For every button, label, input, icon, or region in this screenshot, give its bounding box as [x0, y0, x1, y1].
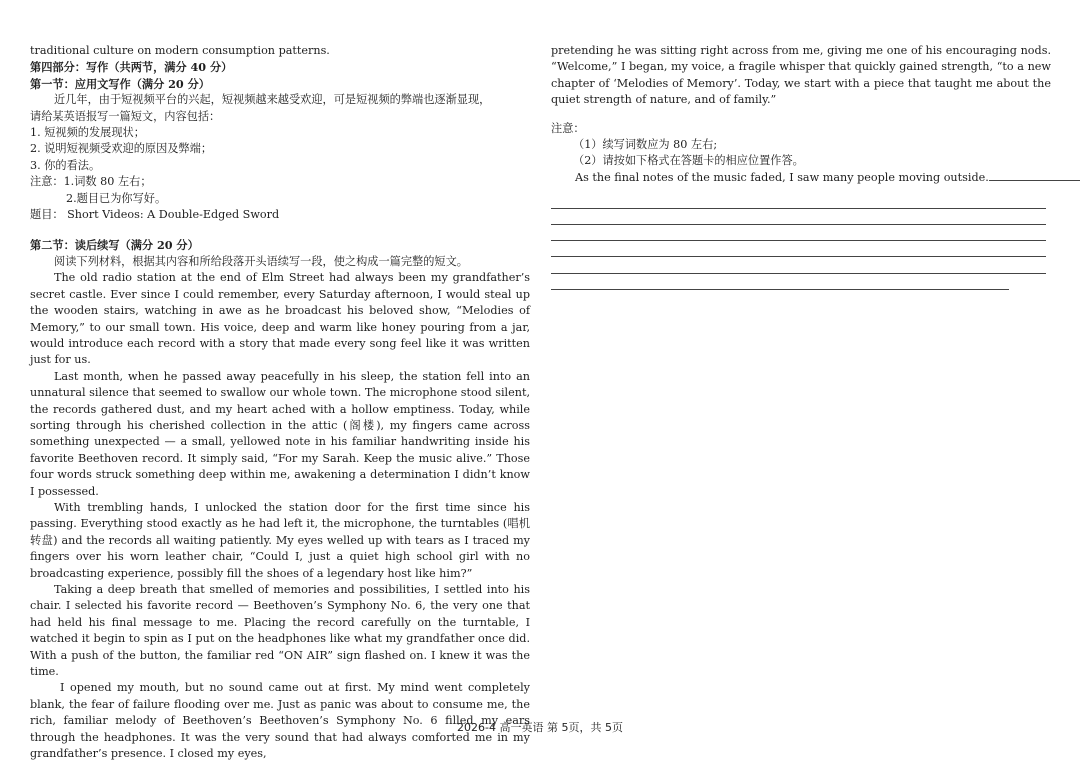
continuation-prompt: As the final notes of the music faded, I saw many people moving outside. — [551, 170, 1051, 186]
story-paragraph-1: The old radio station at the end of Elm Street had always been my grandfather’s secret castle. Ever since I could remember, every Saturday afternoon, I would steal up the wooden stairs, watching in awe as he broadcast his beloved show, “Melodies of Memory,” to our small town. His voice, deep and warm like honey pouring from a jar, would introduce each record with a story that made every song feel like it was written just for us. — [30, 271, 530, 367]
right-column — [551, 43, 1051, 186]
part4-heading: 第四部分：写作（共两节，满分 40 分） — [30, 60, 233, 75]
note-line-2: 2.题目已为你写好。 — [66, 191, 167, 205]
story-paragraph-4: Taking a deep breath that smelled of memories and possibilities, I settled into his chair. I selected his favorite record — Beethoven’s Symphony No. 6, the very one that had held his final message to me. Placing the record carefully on the turntable, I watched it begin to spin as I put on the headphones like what my grandfather once did. With a push of the button, the familiar red “ON AIR” sign flashed on. I knew it was the time. — [30, 583, 530, 679]
essay-title: 题目： Short Videos: A Double-Edged Sword — [30, 208, 280, 222]
answer-line[interactable] — [551, 224, 1046, 225]
story-paragraph-2: Last month, when he passed away peacefully in his sleep, the station fell into an unnatural silence that seemed to swallow our whole town. The microphone stood silent, the records gathered dust, and my heart ached with a hollow emptiness. Today, while sorting through his cherished collection in the attic (阁楼), my fingers came across something unexpected — a small, yellowed note in his familiar handwriting inside his favorite Beethoven record. It simply said, “For my Sarah. Keep the music alive.” Those four words struck something deep within me, awakening a determination I didn’t know I possessed. — [30, 369, 530, 498]
page-footer: 2026-4 高一英语 第 5页，共 5页 — [457, 721, 623, 734]
writing-note-heading: 注意： — [551, 121, 585, 135]
section2-heading: 第二节：读后续写（满分 20 分） — [30, 238, 199, 253]
section2-prompt: 阅读下列材料，根据其内容和所给段落开头语续写一段，使之构成一篇完整的短文。 — [54, 254, 468, 268]
answer-blank[interactable] — [989, 170, 1080, 181]
content-item-1: 1. 短视频的发展现状； — [30, 126, 145, 140]
answer-line[interactable] — [551, 240, 1046, 241]
story-continuation: pretending he was sitting right across from me, giving me one of his encouraging nods. “Welcome,” I began, my voice, a fragile whisper that quickly gained strength, “to a new chapter of ‘Melodies of Memory’. Today, we start with a piece that taught me about the quiet strength of nature, and of family.” — [551, 44, 1051, 107]
content-item-3: 3. 你的看法。 — [30, 158, 101, 172]
note-line-1: 注意：1.词数 80 左右； — [30, 175, 152, 189]
story-paragraph-5: I opened my mouth, but no sound came out at first. My mind went completely blank, the fear of failure flooding over me. Just as panic was about to consume me, the rich, familiar melody of Beethoven’s Beethoven’s Symphony No. 6 filled my ears through the headphones. It was the very sound that had always comforted me in my grandfather’s presence. I closed my eyes, — [30, 681, 530, 761]
answer-line[interactable] — [551, 273, 1046, 274]
writing-note-2: （2）请按如下格式在答题卡的相应位置作答。 — [573, 154, 804, 168]
content-item-2: 2. 说明短视频受欢迎的原因及弊端； — [30, 142, 213, 156]
continued-text-line: traditional culture on modern consumption patterns. — [30, 44, 330, 57]
answer-line[interactable] — [551, 289, 1009, 290]
section1-prompt-line1: 近几年，由于短视频平台的兴起，短视频越来越受欢迎，可是短视频的弊端也逐渐显现， — [54, 93, 491, 107]
left-column — [30, 43, 530, 762]
section1-prompt-line2: 请给某英语报写一篇短文，内容包括： — [30, 109, 221, 123]
story-paragraph-3: With trembling hands, I unlocked the station door for the first time since his passing. Everything stood exactly as he had left it, the microphone, the turntables (唱机转盘) and the records all waiting patiently. My eyes welled up with tears as I traced my fingers over his worn leather chair, “Could I, just a quiet high school girl with no broadcasting experience, possibly fill the shoes of a legendary host like him?” — [30, 500, 530, 580]
section1-heading: 第一节：应用文写作（满分 20 分） — [30, 76, 210, 91]
spacer — [551, 109, 1051, 121]
answer-line[interactable] — [551, 256, 1046, 257]
spacer — [30, 223, 530, 237]
writing-note-1: （1）续写词数应为 80 左右; — [573, 138, 718, 152]
answer-line[interactable] — [551, 208, 1046, 209]
